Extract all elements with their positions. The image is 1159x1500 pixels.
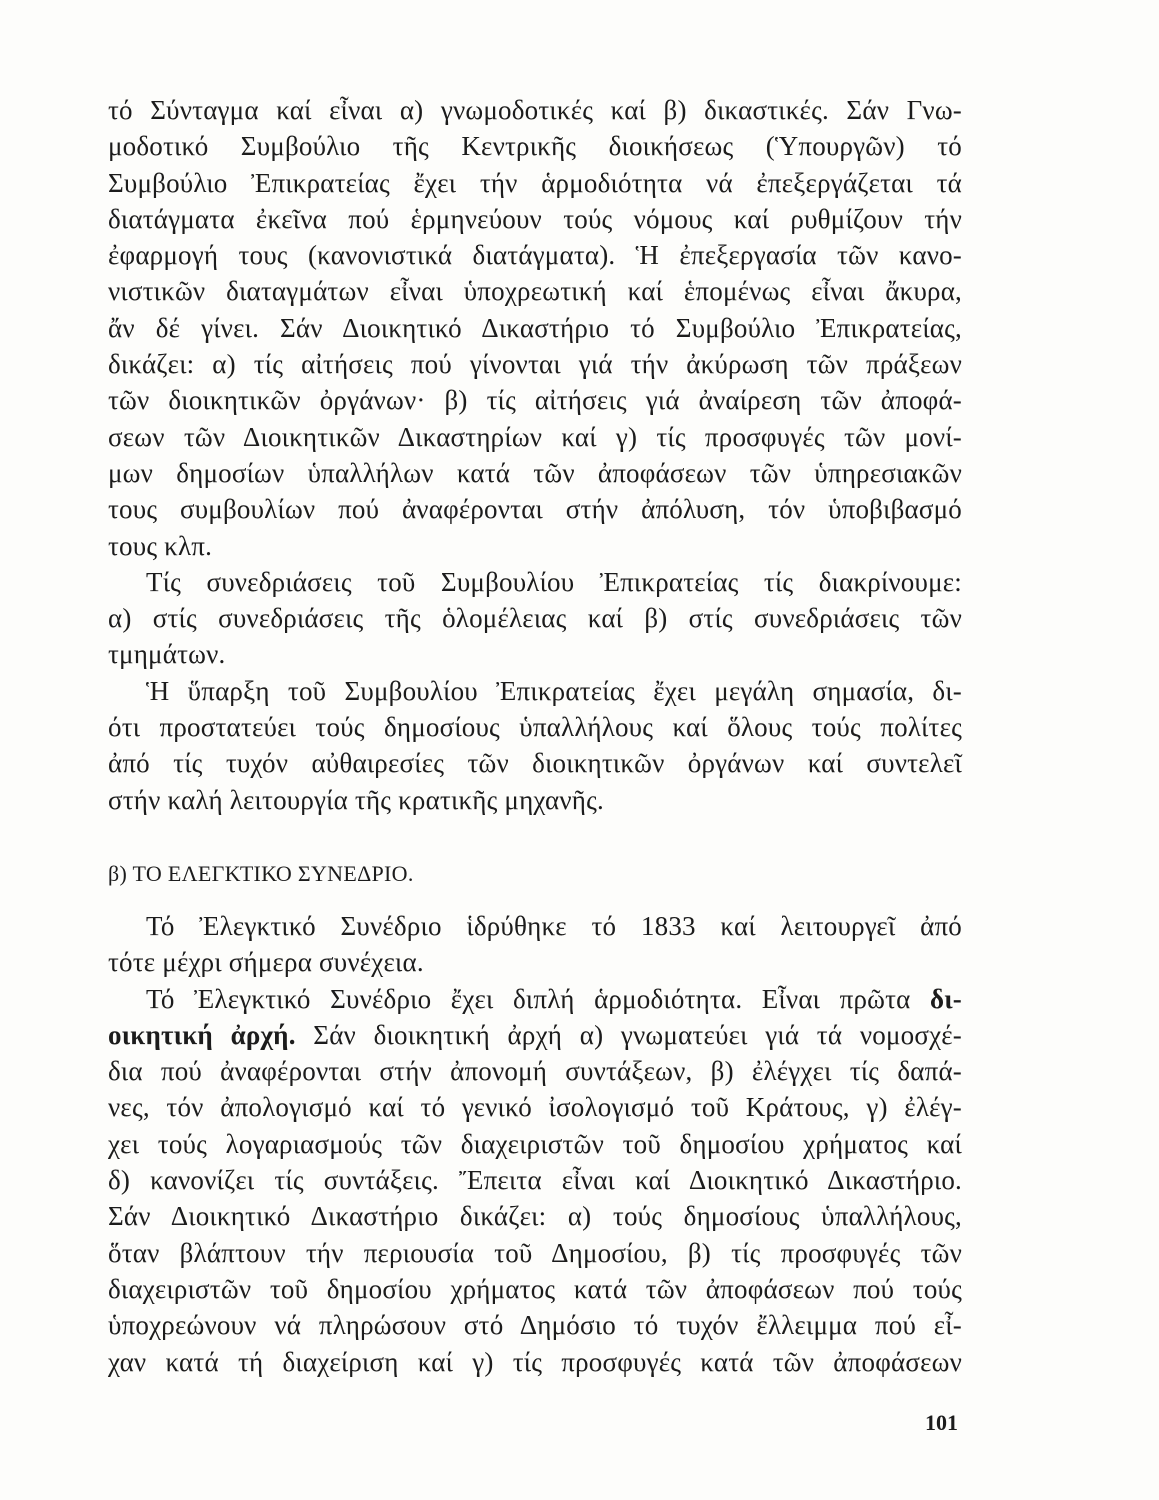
- text-line: α) στίς συνεδριάσεις τῆς ὁλομέλειας καί β) στίς συνεδριάσεις τῶν: [108, 603, 962, 634]
- text-line: χει τούς λογαριασμούς τῶν διαχειριστῶν τοῦ δημοσίου χρήματος καί: [108, 1128, 962, 1159]
- text-line: Τό Ἐλεγκτικό Συνέδριο ἱδρύθηκε τό 1833 καί λειτουργεῖ ἀπό: [146, 910, 962, 941]
- text-line: τους κλπ.: [108, 530, 213, 561]
- text-line: ὅταν βλάπτουν τήν περιουσία τοῦ Δημοσίου, β) τίς προσφυγές τῶν: [108, 1237, 962, 1268]
- paragraph-importance: [108, 673, 962, 818]
- text-line: ἄν δέ γίνει. Σάν Διοικητικό Δικαστήριο τό Συμβούλιο Ἐπικρατείας,: [108, 312, 962, 343]
- paragraph-council-functions: [108, 92, 962, 564]
- paragraph-sessions: [108, 564, 962, 673]
- text-line: σεων τῶν Διοικητικῶν Δικαστηρίων καί γ) τίς προσφυγές τῶν μονί-: [108, 421, 962, 452]
- text-line: δ) κανονίζει τίς συντάξεις. Ἔπειτα εἶναι καί Διοικητικό Δικαστήριο.: [108, 1165, 962, 1196]
- text-line: Συμβούλιο Ἐπικρατείας ἔχει τήν ἁρμοδιότητα νά ἐπεξεργάζεται τά: [108, 167, 962, 198]
- page-number: 101: [925, 1410, 958, 1435]
- text-line: τμημάτων.: [108, 639, 226, 670]
- text-line: τότε μέχρι σήμερα συνέχεια.: [108, 947, 424, 978]
- bold-term: οικητική ἀρχή.: [108, 1019, 296, 1050]
- text-line: τους συμβουλίων πού ἀναφέρονται στήν ἀπόλυση, τόν ὑποβιβασμό: [108, 494, 962, 525]
- bold-term: δι-: [930, 983, 962, 1014]
- page-body: [108, 92, 962, 1380]
- text-line: διατάγματα ἐκεῖνα πού ἑρμηνεύουν τούς νόμους καί ρυθμίζουν τήν: [108, 203, 962, 234]
- text-line: στήν καλή λειτουργία τῆς κρατικῆς μηχανῆς.: [108, 784, 604, 815]
- text-line: [108, 981, 962, 1017]
- text-line: νιστικῶν διαταγμάτων εἶναι ὑποχρεωτική καί ἑπομένως εἶναι ἄκυρα,: [108, 276, 962, 307]
- text-line: τό Σύνταγμα καί εἶναι α) γνωμοδοτικές καί β) δικαστικές. Σάν Γνω-: [108, 95, 962, 125]
- text-line: μων δημοσίων ὑπαλλήλων κατά τῶν ἀποφάσεων τῶν ὑπηρεσιακῶν: [108, 457, 962, 488]
- text-line: δικάζει: α) τίς αἰτήσεις πού γίνονται γιά τήν ἀκύρωση τῶν πράξεων: [108, 349, 962, 380]
- text-line: δια πού ἀναφέρονται στήν ἀπονομή συντάξεων, β) ἐλέγχει τίς δαπά-: [108, 1056, 962, 1087]
- text-line: νες, τόν ἀπολογισμό καί τό γενικό ἰσολογισμό τοῦ Κράτους, γ) ἐλέγ-: [108, 1092, 962, 1123]
- text-line: διαχειριστῶν τοῦ δημοσίου χρήματος κατά τῶν ἀποφάσεων πού τούς: [108, 1273, 962, 1304]
- text-line: Ἡ ὕπαρξη τοῦ Συμβουλίου Ἐπικρατείας ἔχει μεγάλη σημασία, δι-: [146, 675, 962, 706]
- text-run: Τό Ἐλεγκτικό Συνέδριο ἔχει διπλή ἁρμοδιότητα. Εἶναι πρῶτα: [146, 983, 931, 1014]
- text-line: ἐφαρμογή τους (κανονιστικά διατάγματα). Ἡ ἐπεξεργασία τῶν κανο-: [108, 240, 962, 271]
- text-line: ότι προστατεύει τούς δημοσίους ὑπαλλήλους καί ὅλους τούς πολίτες: [108, 712, 962, 743]
- paragraph-audit-competence: [108, 981, 962, 1380]
- text-line: μοδοτικό Συμβούλιο τῆς Κεντρικῆς διοικήσεως (Ὑπουργῶν) τό: [108, 131, 962, 162]
- text-line: χαν κατά τή διαχείριση καί γ) τίς προσφυγές κατά τῶν ἀποφάσεων: [108, 1346, 962, 1377]
- text-run: Σάν διοικητική ἀρχή α) γνωματεύει γιά τά νομοσχέ-: [295, 1019, 962, 1050]
- section-heading: β) ΤΟ ΕΛΕΓΚΤΙΚΟ ΣΥΝΕΔΡΙΟ.: [108, 860, 414, 886]
- text-line: Τίς συνεδριάσεις τοῦ Συμβουλίου Ἐπικρατείας τίς διακρίνουμε:: [146, 566, 962, 597]
- paragraph-audit-founding: [108, 908, 962, 981]
- text-line: ὑποχρεώνουν νά πληρώσουν στό Δημόσιο τό τυχόν ἔλλειμμα πού εἶ-: [108, 1310, 962, 1341]
- text-line: [108, 1017, 962, 1053]
- text-line: ἀπό τίς τυχόν αὐθαιρεσίες τῶν διοικητικῶν ὀργάνων καί συντελεῖ: [108, 748, 962, 779]
- text-line: Σάν Διοικητικό Δικαστήριο δικάζει: α) τούς δημοσίους ὑπαλλήλους,: [108, 1201, 962, 1232]
- text-line: τῶν διοικητικῶν ὀργάνων· β) τίς αἰτήσεις γιά ἀναίρεση τῶν ἀποφά-: [108, 385, 962, 416]
